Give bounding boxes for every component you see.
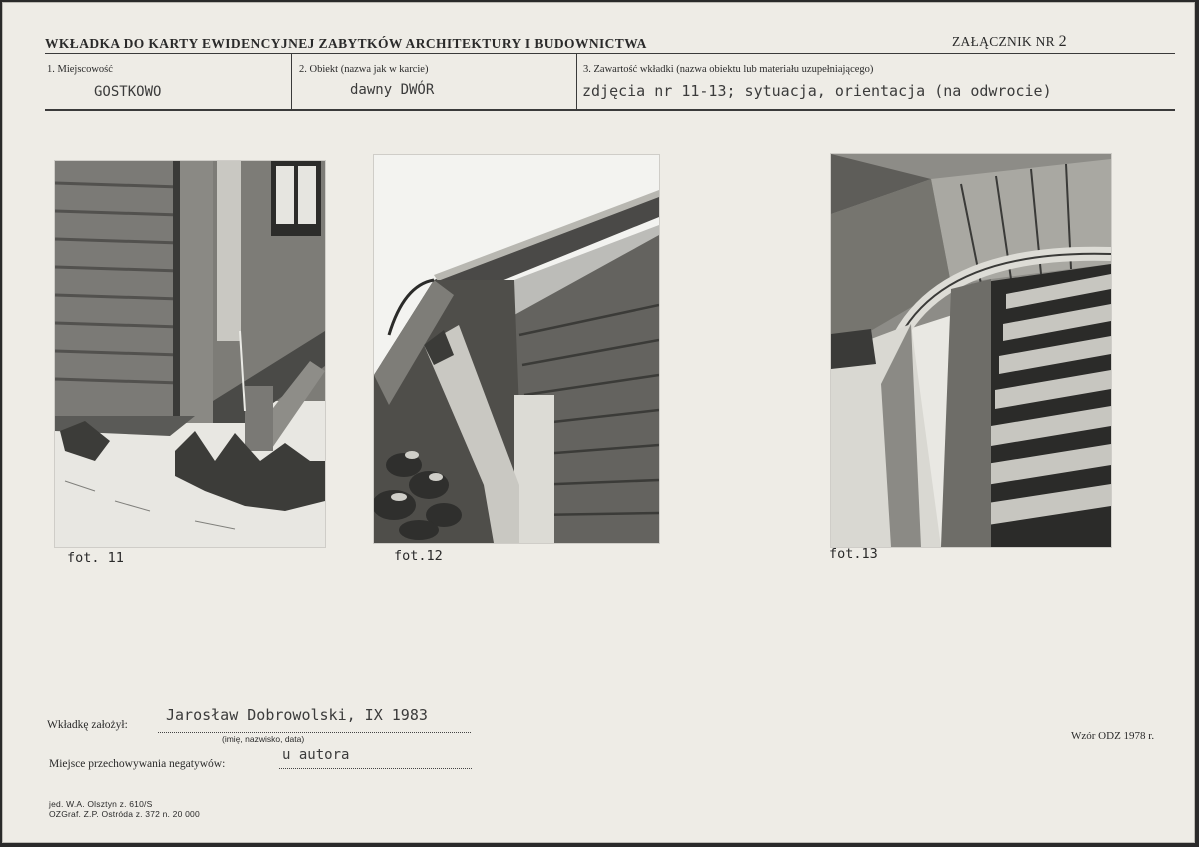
print-line-1: jed. W.A. Olsztyn z. 610/S xyxy=(49,799,153,809)
photo-11-image xyxy=(55,161,325,547)
locality-label: 1. Miejscowość xyxy=(47,64,113,75)
photo-12-image xyxy=(374,155,659,543)
attachment-number: 2 xyxy=(1058,33,1067,50)
object-value: dawny DWÓR xyxy=(350,82,435,98)
field-divider-1 xyxy=(291,54,292,110)
created-by-label: Wkładkę założył: xyxy=(47,719,128,731)
attachment-label xyxy=(952,33,1067,51)
photo-13-caption: fot.13 xyxy=(829,546,878,562)
photo-11 xyxy=(55,161,325,547)
created-by-value: Jarosław Dobrowolski, IX 1983 xyxy=(166,706,428,724)
storage-line xyxy=(279,768,472,769)
storage-label: Miejsce przechowywania negatywów: xyxy=(49,758,226,770)
photo-13-image xyxy=(831,154,1111,547)
locality-value: GOSTKOWO xyxy=(94,84,162,100)
contents-value: zdjęcia nr 11-13; sytuacja, orientacja (na odwrocie) xyxy=(582,82,1052,100)
photo-12 xyxy=(374,155,659,543)
photo-11-caption: fot. 11 xyxy=(67,550,124,566)
print-line-2: OZGraf. Z.P. Ostróda z. 372 n. 20 000 xyxy=(49,809,200,819)
template-note: Wzór ODZ 1978 r. xyxy=(1071,730,1155,742)
contents-label: 3. Zawartość wkładki (nazwa obiektu lub materiału uzupełniającego) xyxy=(583,64,874,75)
storage-value: u autora xyxy=(282,747,350,763)
form-title: WKŁADKA DO KARTY EWIDENCYJNEJ ZABYTKÓW ARCHITEKTURY I BUDOWNICTWA xyxy=(45,36,647,51)
created-by-hint: (imię, nazwisko, data) xyxy=(222,734,305,744)
header-rule-top xyxy=(45,53,1175,54)
object-label: 2. Obiekt (nazwa jak w karcie) xyxy=(299,64,429,75)
created-by-line xyxy=(158,732,471,733)
attachment-text: ZAŁĄCZNIK NR xyxy=(952,34,1055,49)
field-divider-2 xyxy=(576,54,577,110)
photo-12-caption: fot.12 xyxy=(394,548,443,564)
photo-13 xyxy=(831,154,1111,547)
header-rule-bottom xyxy=(45,109,1175,111)
inventory-card-insert xyxy=(2,2,1195,843)
